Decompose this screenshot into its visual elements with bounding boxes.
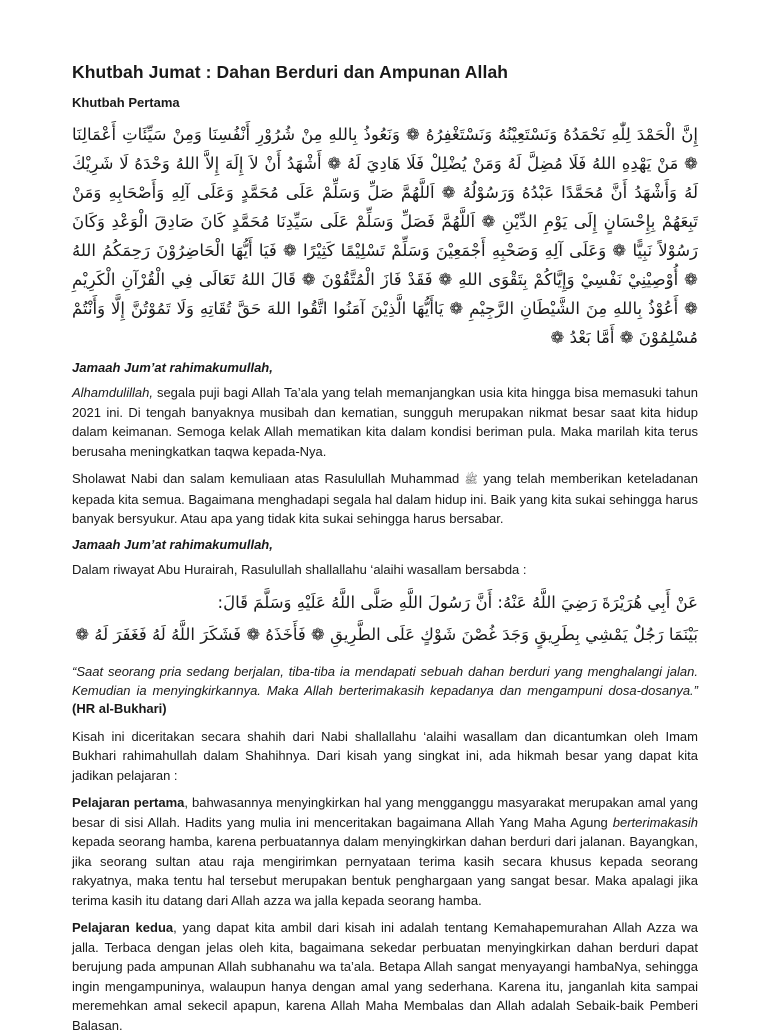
paragraph-2-text-b: yang telah memberikan keteladanan kepada kita semua. Bagaimana menghadapi segala hal dalam hidup ini. Baik yang kita sukai sehingga harus banyak bersyukur. Atau apa yang tidak kita sukai sehingga harus bersabar. (72, 471, 698, 526)
lesson-2-label: Pelajaran kedua (72, 920, 174, 935)
saw-symbol-icon: ﷺ (464, 473, 478, 486)
lesson-2-text: , yang dapat kita ambil dari kisah ini adalah tentang Kemahapemurahan Allah Azza wa jalla. Terbaca dengan jelas oleh kita, bagaimana sekedar perbuatan menyingkirkan dahan berduri dapat berujung pada ampunan Allah subhanahu wa ta’ala. Betapa Allah sangat menyayangi hambaNya, sehingga ingin mengampuninya, walaupun hanya dengan amal yang sederhana. Karena itu, janganlah kita sampai meremehkan amal sekecil apapun, karena Allah Maha Membalas dan Allah adalah Sebaik-baik Pemberi Balasan. (72, 920, 699, 1033)
paragraph-1-lead: Alhamdulillah, (72, 385, 153, 400)
lesson-1-label: Pelajaran pertama (72, 795, 185, 810)
lesson-1-text-b: kepada seorang hamba, karena perbuatannya dalam menyingkirkan dahan berduri dari jalanan. Bayangkan, jika seorang sultan atau raja mengirimkan pernyataan terima kasih secara khusus kepada seorang rakyatnya, maka tentu hal tersebut merupakan bentuk penghargaan yang sangat besar. Maka apalagi jika terima kasih itu datang dari Allah azza wa jalla kepada seorang hamba. (72, 834, 698, 908)
lesson-1-paragraph (72, 793, 698, 910)
hadith-intro: Dalam riwayat Abu Hurairah, Rasulullah shallallahu ‘alaihi wasallam bersabda : (72, 561, 527, 577)
lesson-1-text-a: , bahwasannya menyingkirkan hal yang mengganggu masyarakat merupakan amal yang besar di sisi Allah. Hadits yang mulia ini menceritakan bagaimana Allah Yang Maha Agung (72, 795, 698, 830)
hadith-translation (72, 663, 698, 719)
paragraph-1 (72, 383, 698, 461)
lesson-2-paragraph (72, 918, 698, 1035)
hadith-arabic-line-2: بَيْنَمَا رَجُلٌ يَمْشِي بِطَرِيقٍ وَجَدَ غُصْنَ شَوْكٍ عَلَى الطَّرِيقِ ❁ فَأَخَذَهُ ❁ فَشَكَرَ اللَّهُ لَهُ فَغَفَرَ لَهُ ❁ (75, 625, 698, 644)
greeting-heading-2: Jamaah Jum’at rahimakumullah, (72, 536, 273, 552)
document-title: Khutbah Jumat : Dahan Berduri dan Ampunan Allah (72, 62, 509, 82)
document-subtitle: Khutbah Pertama (72, 95, 180, 110)
opening-arabic-text: إِنَّ الْحَمْدَ لِلّٰهِ نَحْمَدُهُ وَنَسْتَعِيْنُهُ وَنَسْتَغْفِرُهُ ❁ وَنَعُوذُ بِاللهِ مِنْ شُرُوْرِ أَنْفُسِنَا وَمِنْ سَيِّئَاتِ أَعْمَالِنَا ❁ مَنْ يَهْدِهِ اللهُ فَلَا مُضِلَّ لَهُ وَمَنْ يُضْلِلْ فَلَا هَادِيَ لَهُ ❁ أَشْهَدُ أَنْ لاَ إِلَهَ إِلاَّ اللهُ وَحْدَهُ لَا شَرِيْكَ لَهُ وَأَشْهَدُ أَنَّ مُحَمَّدًا عَبْدُهُ وَرَسُوْلُهُ ❁ اَللَّهُمَّ صَلِّ وَسَلِّمْ عَلَى مُحَمَّدٍ وَعَلَى آلِهِ وَأَصْحَابِهِ وَمَنْ تَبِعَهُمْ بِإِحْسَانٍ إِلَى يَوْمِ الدِّيْنِ ❁ اَللَّهُمَّ فَصَلِّ وَسَلِّمْ عَلَى سَيِّدِنَا مُحَمَّدٍ كَانَ صَادِقَ الْوَعْدِ وَكَانَ رَسُوْلاً نَبِيًّا ❁ وَعَلَى آلِهِ وَصَحْبِهِ أَجْمَعِيْنَ وَسَلِّمْ تَسْلِيْمًا كَثِيْرًا ❁ فَيَا أَيُّهَا الْحَاضِرُوْنَ رَحِمَكُمُ اللهُ ❁ أُوْصِيْنِيْ نَفْسِيْ وَإِيَّاكُمْ بِتَقْوَى اللهِ ❁ فَقَدْ فَازَ الْمُتَّقُوْنَ ❁ قَالَ اللهُ تَعَالَى فِي الْقُرْآنِ الْكَرِيْمِ ❁ أَعُوْذُ بِاللهِ مِنَ الشَّيْطَانِ الرَّجِيْمِ ❁ يَاأَيُّهَا الَّذِيْنَ آمَنُوا اتَّقُوا اللهَ حَقَّ تُقَاتِهِ وَلَا تَمُوْتُنَّ إِلَّا وَأَنْتُمْ مُسْلِمُوْنَ ❁ أَمَّا بَعْدُ ❁ (72, 125, 698, 347)
paragraph-2 (72, 469, 698, 529)
paragraph-1-text: segala puji bagi Allah Ta’ala yang telah memanjangkan usia kita hingga bisa memasuki tahun 2021 ini. Di tengah banyaknya musibah dan kematian, sungguh merupakan nikmat besar saat kita hidup dalam keimanan. Semoga kelak Allah mematikan kita dalam kondisi beriman pula. Maka marilah kita terus berusaha meningkatkan taqwa kepada-Nya. (72, 385, 698, 459)
hadith-translation-text: “Saat seorang pria sedang berjalan, tiba-tiba ia mendapati sebuah dahan berduri yang menghalangi jalan. Kemudian ia menyingkirkannya. Maka Allah berterimakasih kepadanya dan mengampuni dosa-dosanya.” (72, 664, 698, 698)
hadith-arabic-line-1: عَنْ أَبِي هُرَيْرَةَ رَضِيَ اللَّهُ عَنْهُ: أَنَّ رَسُولَ اللَّهِ صَلَّى اللَّهُ عَلَيْهِ وَسَلَّمَ قَالَ: (217, 593, 698, 612)
hadith-arabic-block (72, 587, 698, 651)
paragraph-2-text-a: Sholawat Nabi dan salam kemuliaan atas Rasulullah Muhammad (72, 471, 465, 486)
paragraph-3: Kisah ini diceritakan secara shahih dari Nabi shallallahu ‘alaihi wasallam dan dicantumkan oleh Imam Bukhari rahimahullah dalam Shahihnya. Dari kisah yang singkat ini, ada hikmah besar yang dapat kita jadikan pelajaran : (72, 728, 698, 783)
greeting-heading-1: Jamaah Jum’at rahimakumullah, (72, 360, 273, 375)
lesson-1-italic: berterimakasih (612, 814, 698, 830)
hadith-source: (HR al-Bukhari) (72, 701, 167, 716)
